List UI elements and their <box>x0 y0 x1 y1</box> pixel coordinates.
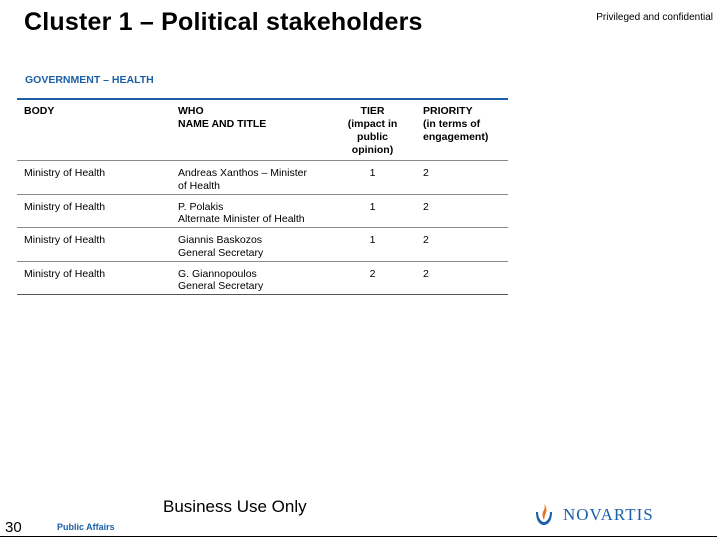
cell-who: Giannis Baskozos General Secretary <box>178 234 264 259</box>
table-row <box>17 195 508 229</box>
cell-priority: 2 <box>423 267 429 280</box>
cell-body: Ministry of Health <box>24 200 106 213</box>
cell-who: P. Polakis Alternate Minister of Health <box>178 200 305 225</box>
footer-divider <box>0 536 717 537</box>
slide-title: Cluster 1 – Political stakeholders <box>24 8 423 36</box>
column-header-who: WHO NAME AND TITLE <box>178 105 267 130</box>
logo-text: NOVARTIS <box>563 505 654 524</box>
cell-tier: 1 <box>369 234 376 246</box>
table-row <box>17 161 508 195</box>
business-use-label: Business Use Only <box>163 497 307 516</box>
cell-who: Andreas Xanthos – Minister of Health <box>178 167 307 192</box>
table-header-row <box>17 100 508 161</box>
cell-who: G. Giannopoulos General Secretary <box>178 267 264 292</box>
cell-body: Ministry of Health <box>24 167 106 179</box>
novartis-logo <box>533 503 654 527</box>
table-row <box>17 262 508 296</box>
section-label: GOVERNMENT – HEALTH <box>25 74 154 86</box>
column-header-tier: TIER (impact in public opinion) <box>347 105 398 156</box>
cell-priority: 2 <box>423 167 429 179</box>
column-header-priority: PRIORITY (in terms of engagement) <box>423 105 489 143</box>
cell-body: Ministry of Health <box>24 234 106 246</box>
cell-priority: 2 <box>423 200 429 213</box>
cell-tier: 1 <box>369 200 376 213</box>
column-header-body: BODY <box>24 105 55 117</box>
cell-tier: 1 <box>369 167 376 179</box>
confidential-label: Privileged and confidential <box>596 12 713 23</box>
novartis-flame-icon <box>533 503 555 527</box>
cell-body: Ministry of Health <box>24 267 106 280</box>
cell-priority: 2 <box>423 234 429 246</box>
page-number: 30 <box>5 519 22 536</box>
cell-tier: 2 <box>369 267 376 280</box>
table-row <box>17 228 508 262</box>
department-label: Public Affairs <box>57 522 115 532</box>
stakeholder-table <box>17 98 508 295</box>
